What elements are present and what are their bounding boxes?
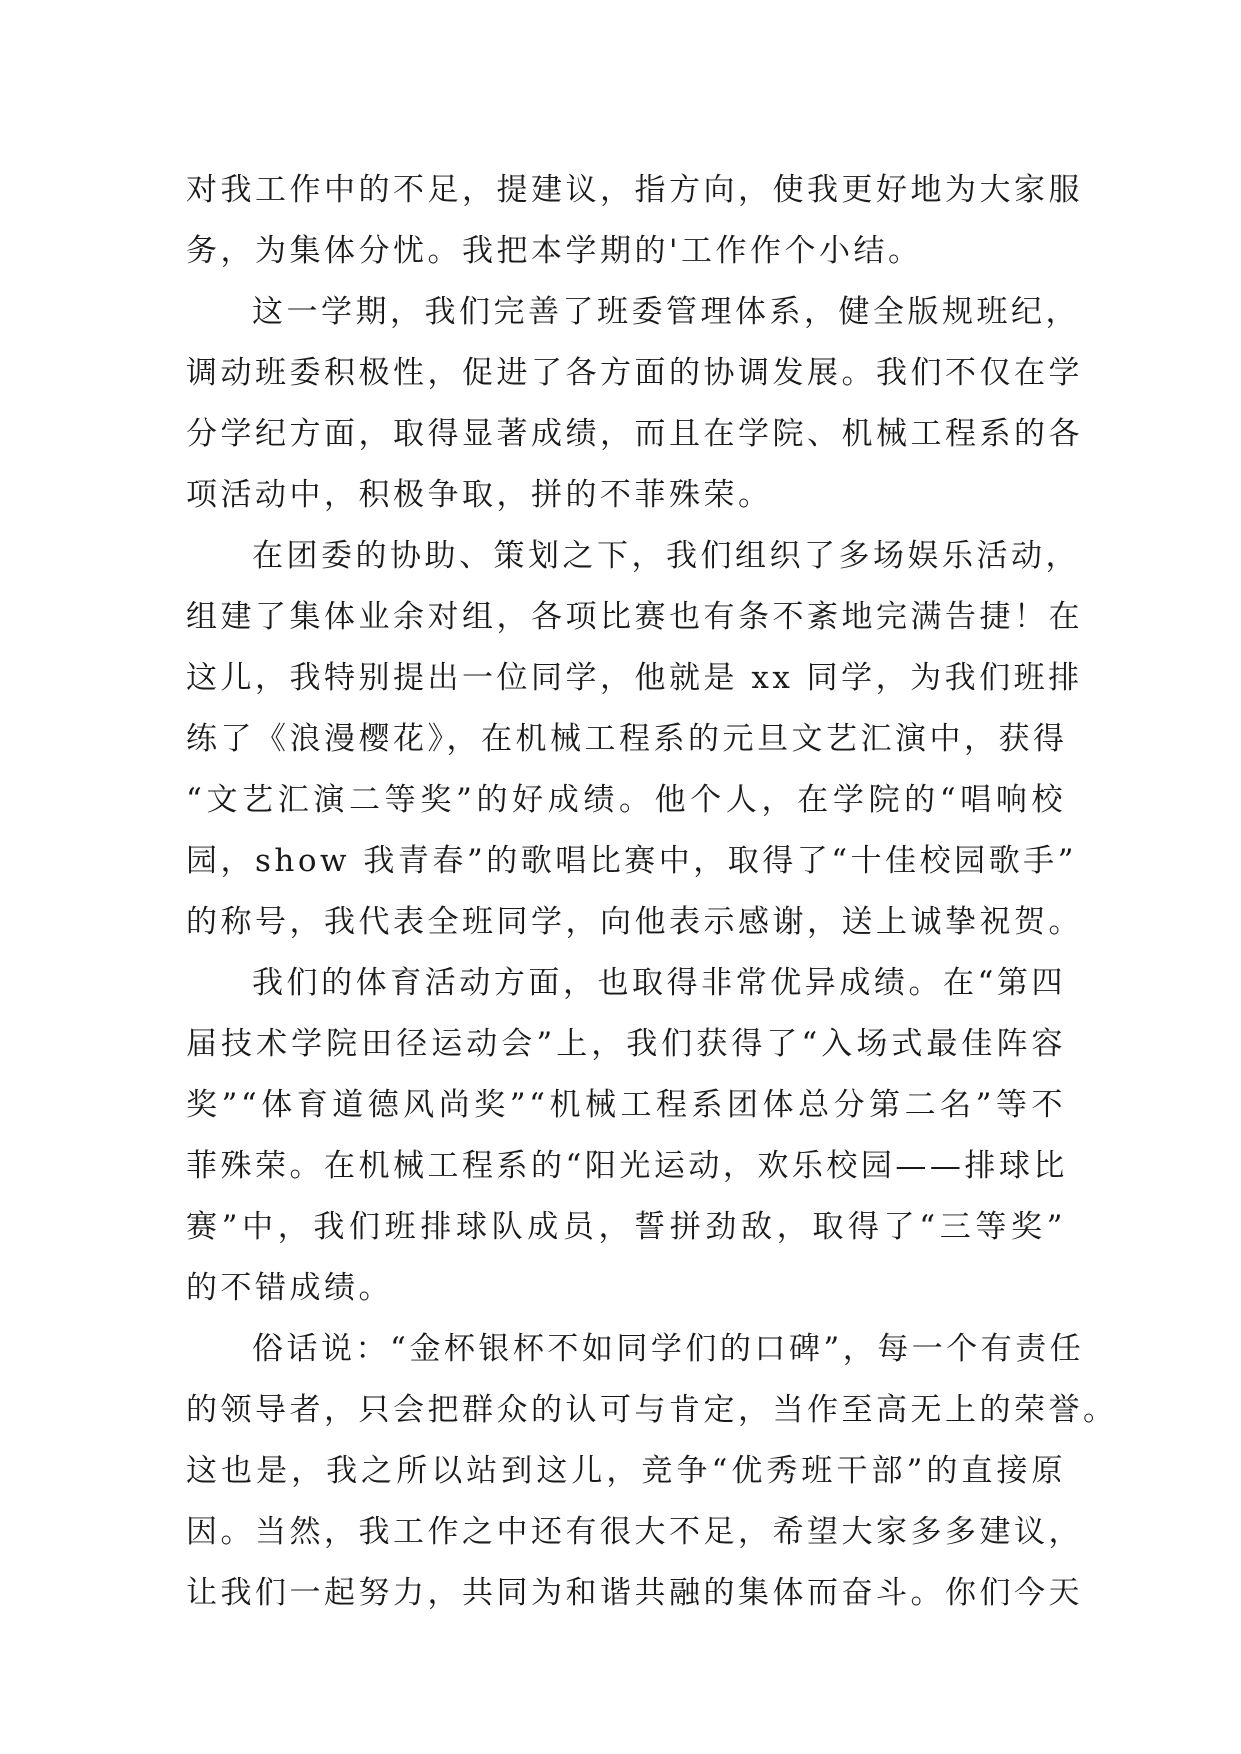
text-line: 奖”“体育道德风尚奖”“机械工程系团体总分第二名”等不 <box>186 1087 1066 1123</box>
text-line: 的领导者，只会把群众的认可与肯定，当作至高无上的荣誉。 <box>186 1392 1118 1428</box>
text-line: 对我工作中的不足，提建议，指方向，使我更好地为大家服 <box>186 172 1083 208</box>
text-line: 的不错成绩。 <box>186 1270 393 1306</box>
text-line: 调动班委积极性，促进了各方面的协调发展。我们不仅在学 <box>186 355 1083 391</box>
text-line: 我们的体育活动方面，也取得非常优异成绩。在“第四 <box>252 965 1066 1001</box>
text-line: 园，show 我青春”的歌唱比赛中，取得了“十佳校园歌手” <box>186 843 1077 879</box>
text-line: 俗话说：“金杯银杯不如同学们的口碑”，每一个有责任 <box>252 1331 1085 1367</box>
text-line: 届技术学院田径运动会”上，我们获得了“入场式最佳阵容 <box>186 1026 1066 1062</box>
text-line: “文艺汇演二等奖”的好成绩。他个人，在学院的“唱响校 <box>186 782 1066 818</box>
text-line: 练了《浪漫樱花》，在机械工程系的元旦文艺汇演中，获得 <box>186 721 1068 757</box>
text-line: 这一学期，我们完善了班委管理体系，健全版规班纪， <box>252 294 1080 330</box>
text-line: 因。当然，我工作之中还有很大不足，希望大家多多建议， <box>186 1514 1083 1550</box>
text-line: 这儿，我特别提出一位同学，他就是 xx 同学，为我们班排 <box>186 660 1083 696</box>
text-line: 让我们一起努力，共同为和谐共融的集体而奋斗。你们今天 <box>186 1575 1083 1611</box>
text-line: 分学纪方面，取得显著成绩，而且在学院、机械工程系的各 <box>186 416 1083 452</box>
text-line: 务，为集体分忧。我把本学期的'工作作个小结。 <box>186 233 923 269</box>
text-line: 赛”中，我们班排球队成员，誓拼劲敌，取得了“三等奖” <box>186 1209 1066 1245</box>
text-line: 这也是，我之所以站到这儿，竞争“优秀班干部”的直接原 <box>186 1453 1066 1489</box>
text-line: 的称号，我代表全班同学，向他表示感谢，送上诚挚祝贺。 <box>186 904 1083 940</box>
text-line: 项活动中，积极争取，拼的不菲殊荣。 <box>186 477 773 513</box>
text-line: 在团委的协助、策划之下，我们组织了多场娱乐活动， <box>252 538 1080 574</box>
text-line: 组建了集体业余对组，各项比赛也有条不紊地完满告捷！在 <box>186 599 1083 635</box>
document-body <box>186 160 1118 1624</box>
text-line: 菲殊荣。在机械工程系的“阳光运动，欢乐校园——排球比 <box>186 1148 1068 1184</box>
